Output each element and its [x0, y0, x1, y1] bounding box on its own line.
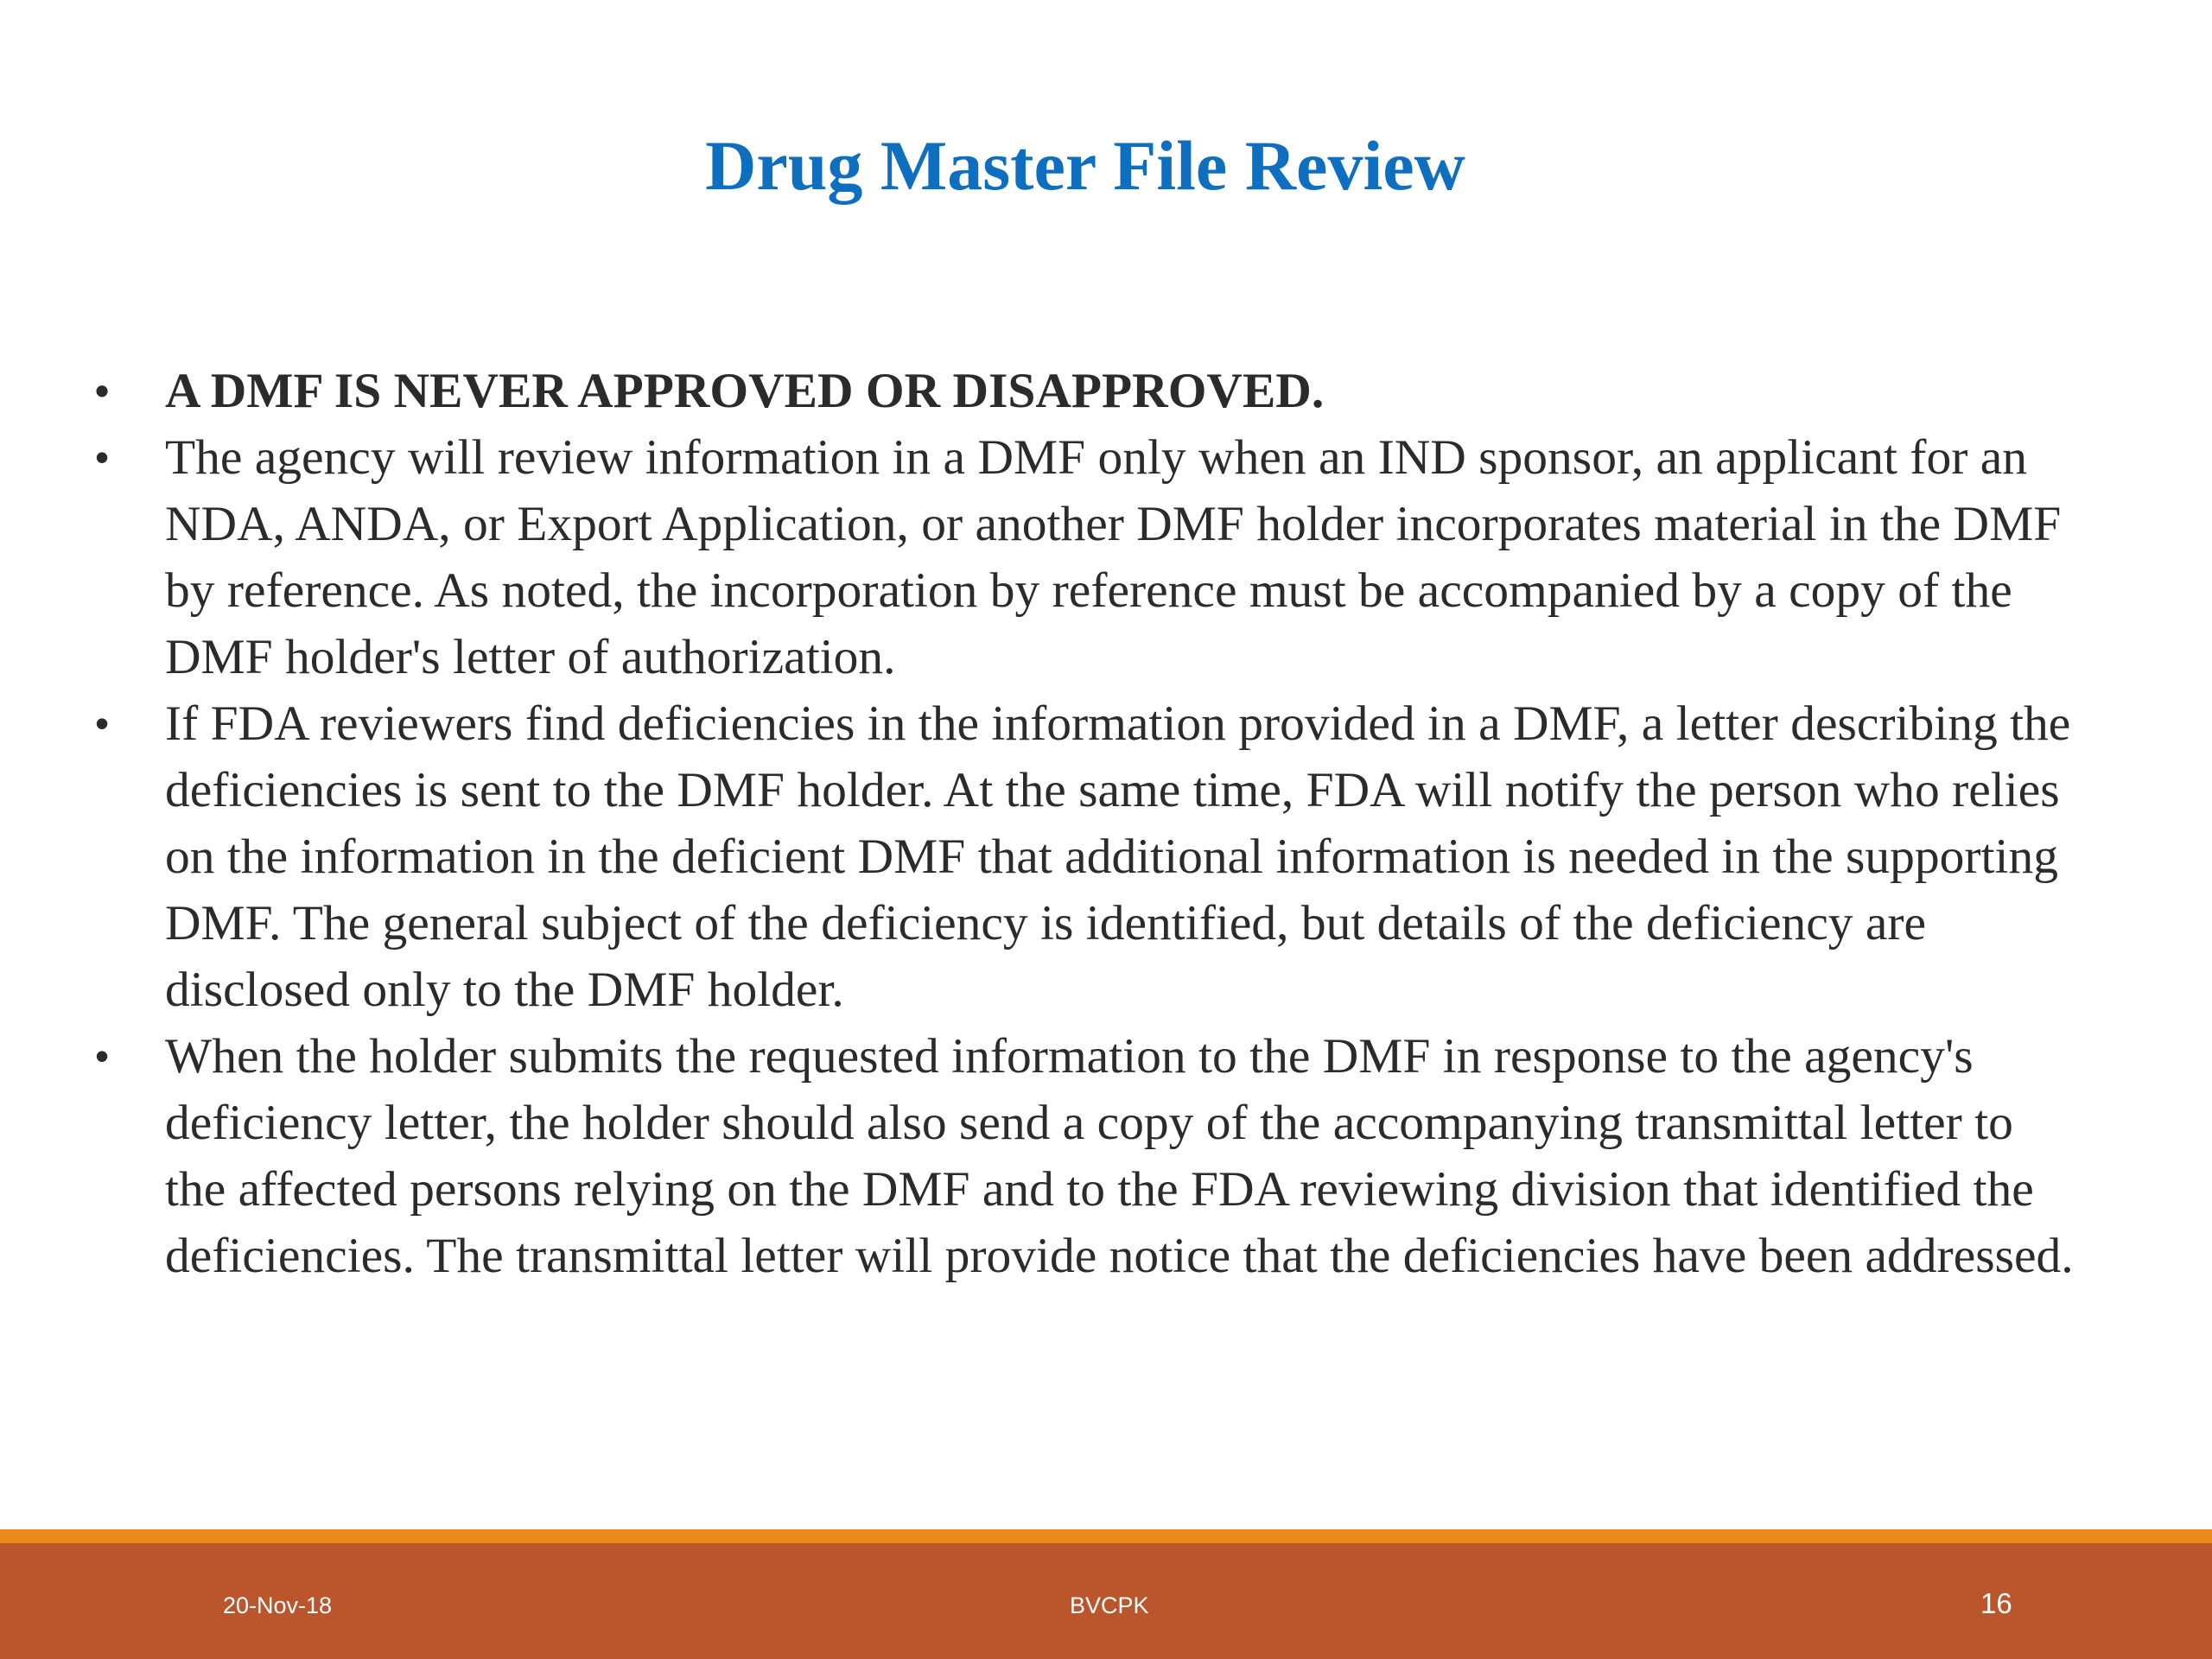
- bullet-text: If FDA reviewers find deficiencies in the information provided in a DMF, a letter describing the deficiencies is sent to the DMF holder. At the same time, FDA will notify the person who relies on the information in the deficient DMF that additional information is needed in the supporting DMF. The general subject of the deficiency is identified, but details of the deficiency are disclosed only to the DMF holder.: [165, 696, 2071, 1017]
- bullet-item: [86, 690, 2074, 1023]
- footer-date: 20-Nov-18: [223, 1592, 333, 1618]
- bullet-text: The agency will review information in a DMF only when an IND sponsor, an applicant for an NDA, ANDA, or Export Application, or another DMF holder incorporates material in the DMF by reference. As noted, the incorporation by reference must be accompanied by a copy of the DMF holder's letter of authorization.: [165, 430, 2062, 684]
- bullet-list: [86, 358, 2074, 1289]
- footer-accent-line: [0, 1529, 2212, 1543]
- bullet-text: When the holder submits the requested information to the DMF in response to the agency's deficiency letter, the holder should also send a copy of the accompanying transmittal letter to the affected persons relying on the DMF and to the FDA reviewing division that identified the deficiencies. The transmittal letter will provide notice that the deficiencies have been addressed.: [165, 1029, 2074, 1283]
- bullet-icon: •: [95, 368, 110, 413]
- bullet-text: A DMF IS NEVER APPROVED OR DISAPPROVED.: [165, 364, 1325, 418]
- slide-title: Drug Master File Review: [705, 126, 1465, 205]
- bullet-item: [86, 1023, 2074, 1289]
- bullet-icon: •: [95, 435, 110, 480]
- bullet-item: [86, 358, 2074, 424]
- bullet-icon: •: [95, 701, 110, 746]
- page-number: 16: [1980, 1587, 2012, 1619]
- bullet-icon: •: [95, 1033, 110, 1078]
- bullet-item: [86, 424, 2074, 690]
- footer-center-text: BVCPK: [1070, 1592, 1149, 1618]
